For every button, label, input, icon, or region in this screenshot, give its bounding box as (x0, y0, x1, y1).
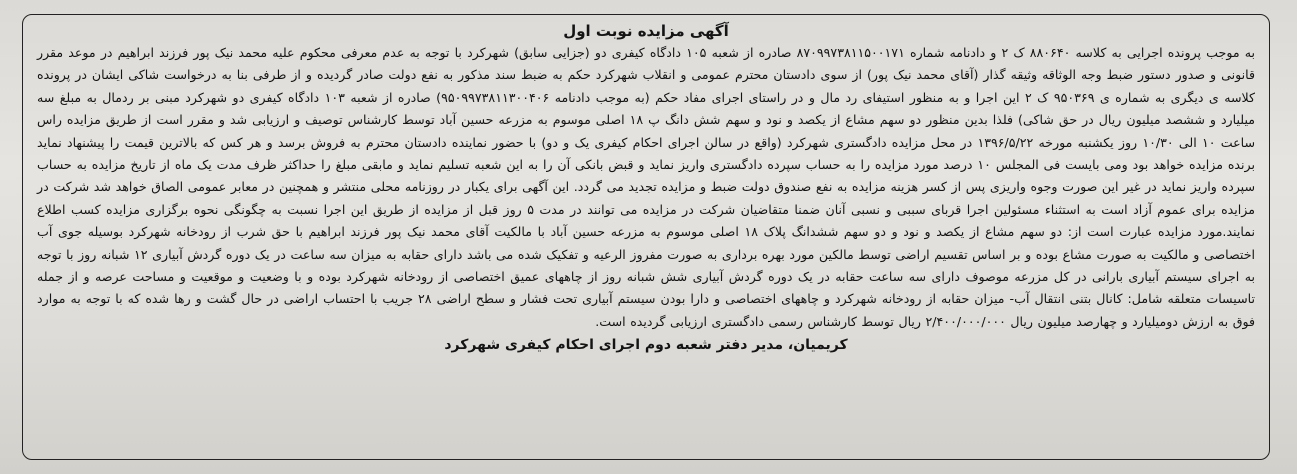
notice-body: به موجب پرونده اجرایی به کلاسه ۸۸۰۶۴۰ ک ۲ و دادنامه شماره ۸۷۰۹۹۷۳۸۱۱۵۰۰۱۷۱ صادره از شعبه ۱۰۵ دادگاه کیفری دو (جزایی سابق) شهرکرد با توجه به عدم معرفی محکوم علیه محمد نیک پور فرزند ابراهیم در موعد مقرر قانونی و صدور دستور ضبط وجه الوثاقه وثیقه گذار (آقای محمد نیک پور) از سوی دادستان محترم عمومی و انقلاب شهرکرد حکم به ضبط سند مذکور به نفع دولت صادر گردیده و از طرفی بنا به درخواست شاکی ایشان در پرونده کلاسه ی دیگری به شماره ی ۹۵۰۳۶۹ ک ۲ این اجرا و به منظور استیفای رد مال و در راستای اجرای مفاد حکم (به موجب دادنامه ۹۵۰۹۹۷۳۸۱۱۳۰۰۴۰۶) صادره از شعبه ۱۰۳ دادگاه کیفری دو شهرکرد مبنی بر ردمال به مبلغ سه میلیارد و ششصد میلیون ریال در حق شاکی) فلذا بدین منظور دو سهم مشاع از یکصد و نود و سهم شش دانگ پ ۱۸ اصلی موسوم به مزرعه حسین آباد توسط کارشناس توصیف و ارزیابی شد و مقرر است از طریق مزایده راس ساعت ۱۰ الی ۱۰/۳۰ روز یکشنبه مورخه ۱۳۹۶/۵/۲۲ در محل مزایده دادگستری شهرکرد (واقع در سالن اجرای احکام کیفری یک و دو) با حضور نماینده دادستان محترم به فروش برسد و هر کس که بالاترین قیمت را پیشنهاد نماید برنده مزایده خواهد بود ومی بایست فی المجلس ۱۰ درصد مورد مزایده را به حساب سپرده دادگستری واریز نماید و قبض بانکی آن را به این شعبه تسلیم نماید و مابقی مبلغ را حداکثر ظرف مدت یک ماه از تاریخ مزایده به حساب سپرده واریز نماید در غیر این صورت وجوه واریزی پس از کسر هزینه مزایده به نفع صندوق دولت ضبط و مزایده تجدید می گردد. این آگهی برای یکبار در روزنامه محلی منتشر و همچنین در معابر عمومی الصاق خواهد شد شرکت در مزایده برای عموم آزاد است به استثناء مسئولین اجرا قربای سببی و نسبی آنان ضمنا متقاضیان شرکت در مزایده می توانند در مدت ۵ روز قبل از مزایده از طریق این اجرا نسبت به چگونگی نحوه برگزاری مزایده کسب اطلاع نمایند.مورد مزایده عبارت است از: دو سهم مشاع از یکصد و نود و دو سهم ششدانگ پلاک ۱۸ اصلی موسوم به مزرعه حسین آباد با مالکیت آقای محمد نیک پور فرزند ابراهیم با حق شرب از رودخانه شهرکرد بوسیله جوی آب اختصاصی و مالکیت به صورت مشاع بوده و بر اساس تقسیم اراضی توسط مالکین مورد بهره برداری به صورت مفروز الرعیه و تفکیک شده می باشد دارای حقابه به میزان سه ساعت در یک دوره گردش آبیاری ۱۲ شبانه روز با توجه به اجرای سیستم آبیاری بارانی در کل مزرعه موصوف دارای سه ساعت حقابه در یک دوره گردش آبیاری شش شبانه روز از چاههای عمیق اختصاصی از رودخانه شهرکرد بوده و با وضعیت و موقعیت و مساحت عرصه و از جمله تاسیسات متعلقه شامل: کانال بتنی انتقال آب- میزان حقابه از رودخانه شهرکرد و چاههای اختصاصی و دارا بودن سیستم آبیاری تحت فشار و سطح اراضی ۲۸ جریب با احتساب اراضی در حال گشت و رها شده که با توجه به موارد فوق به ارزش دومیلیارد و چهارصد میلیون ریال ۲/۴۰۰/۰۰۰/۰۰۰ ریال توسط کارشناس رسمی دادگستری ارزیابی گردیده است. (37, 45, 1256, 329)
notice-signature: کریمیان، مدیر دفتر شعبه دوم اجرای احکام کیفری شهرکرد (444, 337, 848, 354)
notice-title: آگهی مزایده نوبت اول (563, 22, 729, 40)
notice-box (22, 14, 1270, 460)
